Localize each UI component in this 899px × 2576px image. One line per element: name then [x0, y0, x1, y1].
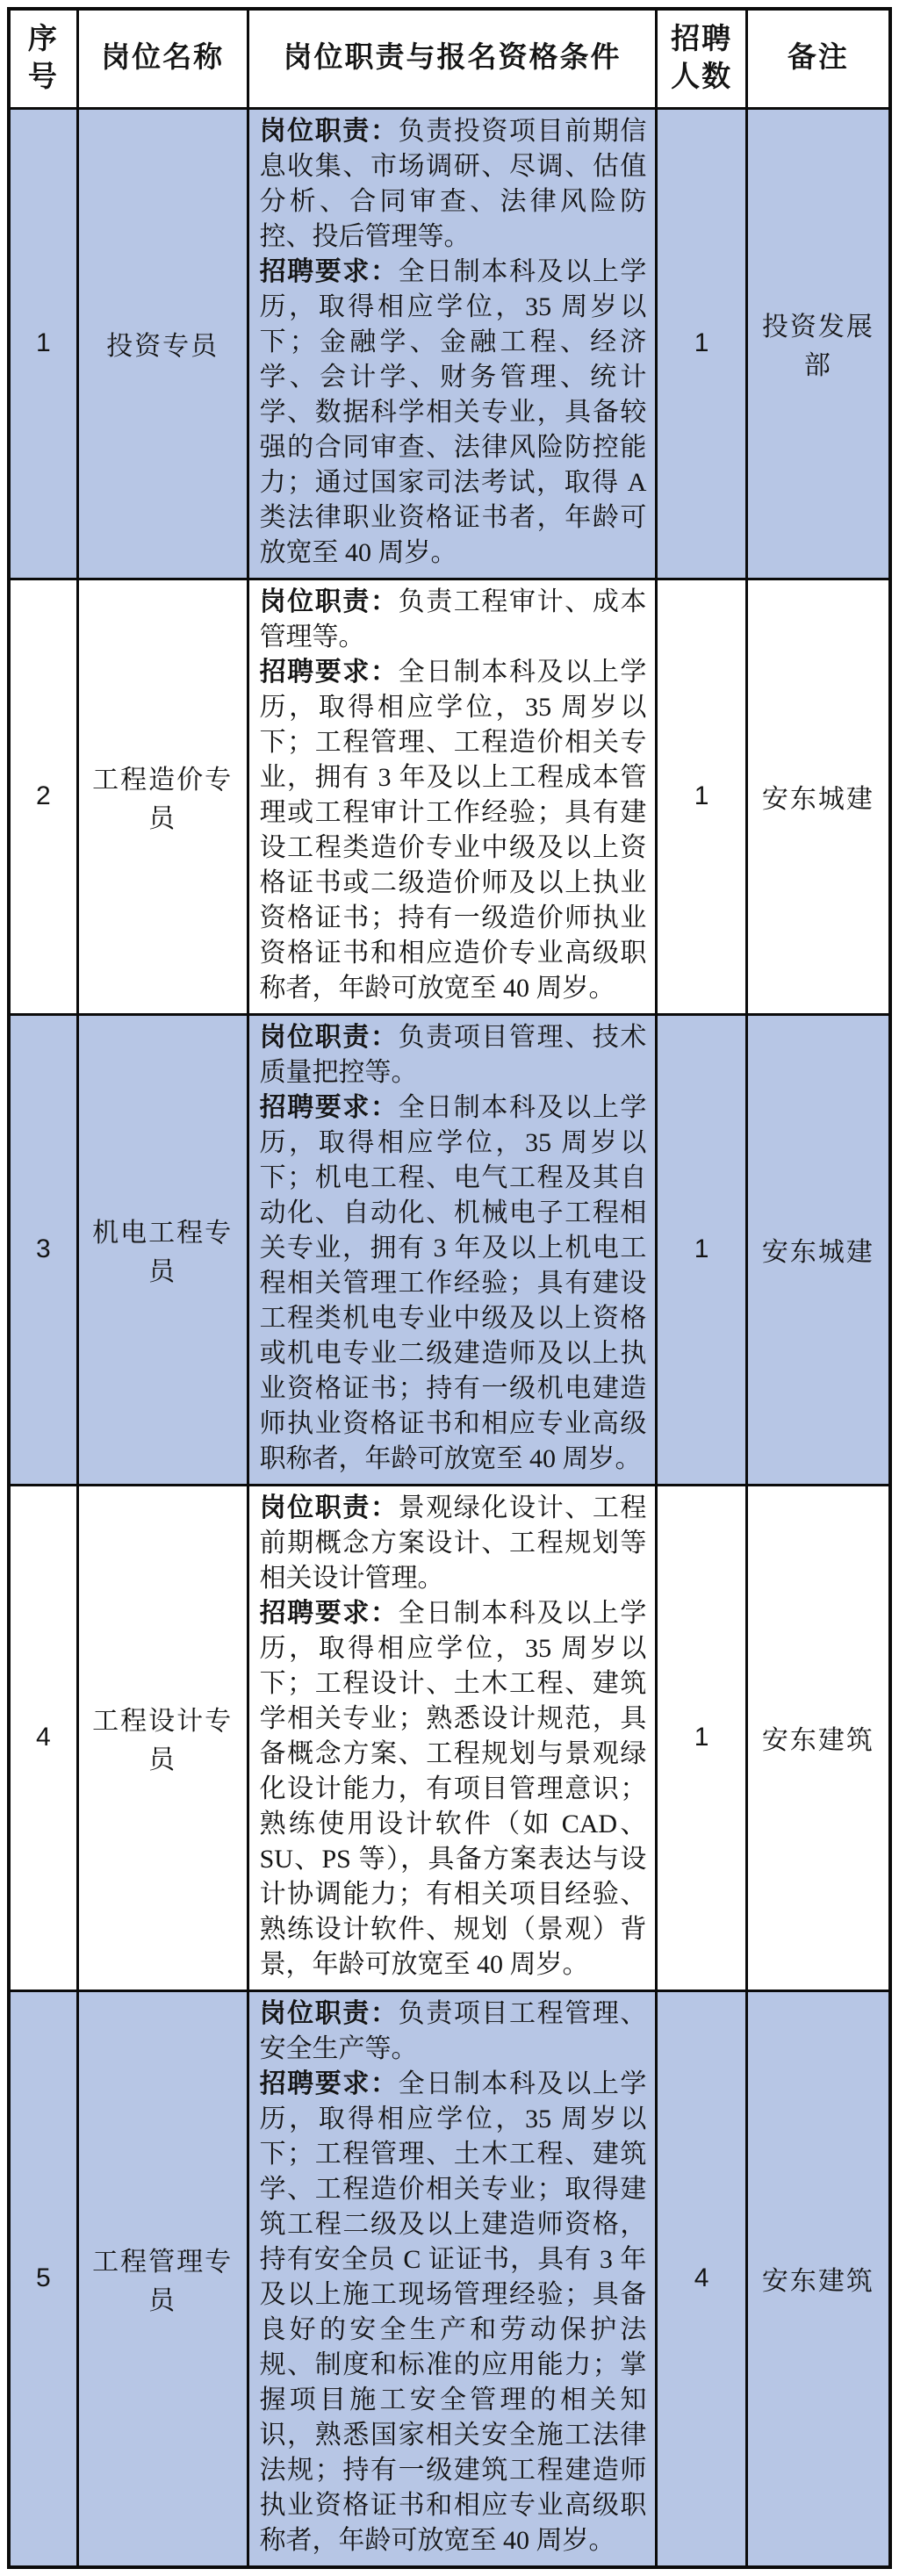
table-row-5: [9, 1990, 890, 2567]
cell-position: 投资专员: [77, 108, 248, 579]
duty-text: 负责投资项目前期信息收集、市场调研、尽调、估值分析、合同审查、法律风险防控、投后管理等。: [259, 116, 647, 251]
cell-seq: 3: [9, 1014, 77, 1485]
cell-count: 4: [657, 1990, 746, 2567]
requirement-label: 招聘要求：: [259, 256, 399, 286]
cell-note: 安东建筑: [746, 1485, 890, 1990]
header-description: 岗位职责与报名资格条件: [248, 9, 657, 108]
header-position: 岗位名称: [77, 9, 248, 108]
duty-text: 负责项目管理、技术质量把控等。: [259, 1022, 647, 1087]
cell-position: 工程管理专员: [77, 1990, 248, 2567]
requirement-label: 招聘要求：: [259, 1092, 399, 1122]
header-note: 备注: [746, 9, 890, 108]
duty-paragraph: [260, 1997, 647, 2067]
requirement-paragraph: [260, 255, 647, 571]
requirement-paragraph: [260, 1090, 647, 1477]
duty-paragraph: [260, 114, 647, 255]
cell-note: 投资发展部: [746, 108, 890, 579]
requirement-text: 全日制本科及以上学历，取得相应学位，35 周岁以下；机电工程、电气工程及其自动化、自动化、机械电子工程相关专业，拥有 3 年及以上机电工程相关管理工作经验；具有建设工程类机电专业中级及以上资格或机电专业二级建造师及以上执业资格证书；持有一级机电建造师执业资格证书和相应专业高级职称者，年龄可放宽至 40 周岁。: [259, 1092, 647, 1473]
cell-position: 机电工程专员: [77, 1014, 248, 1485]
table-header: [9, 9, 890, 108]
recruitment-table: [7, 7, 892, 2569]
table-row-2: [9, 579, 890, 1014]
cell-seq: 2: [9, 579, 77, 1014]
cell-description: [248, 1990, 657, 2567]
duty-text: 景观绿化设计、工程前期概念方案设计、工程规划等相关设计管理。: [259, 1493, 647, 1593]
duty-label: 岗位职责：: [259, 116, 399, 146]
duty-paragraph: [260, 585, 647, 655]
cell-position: 工程设计专员: [77, 1485, 248, 1990]
requirement-label: 招聘要求：: [259, 657, 399, 687]
requirement-text: 全日制本科及以上学历，取得相应学位，35 周岁以下；工程管理、土木工程、建筑学、工程造价相关专业；取得建筑工程二级及以上建造师资格，持有安全员 C 证证书，具有 3 年及以上施工现场管理经验；具备良好的安全生产和劳动保护法规、制度和标准的应用能力；掌握项目施工安全管理的相关知识，熟悉国家相关安全施工法律法规；持有一级建筑工程建造师执业资格证书和相应专业高级职称者，年龄可放宽至 40 周岁。: [259, 2069, 647, 2555]
cell-seq: 5: [9, 1990, 77, 2567]
cell-position: 工程造价专员: [77, 579, 248, 1014]
header-seq: 序号: [9, 9, 77, 108]
cell-seq: 4: [9, 1485, 77, 1990]
cell-description: [248, 1014, 657, 1485]
requirement-label: 招聘要求：: [259, 1598, 399, 1628]
table-row-1: [9, 108, 890, 579]
requirement-paragraph: [260, 2067, 647, 2558]
table-row-3: [9, 1014, 890, 1485]
cell-description: [248, 1485, 657, 1990]
cell-count: 1: [657, 579, 746, 1014]
header-row: [9, 9, 890, 108]
duty-label: 岗位职责：: [259, 1493, 399, 1522]
requirement-label: 招聘要求：: [259, 2069, 399, 2098]
requirement-text: 全日制本科及以上学历，取得相应学位，35 周岁以下；工程设计、土木工程、建筑学相关专业；熟悉设计规范，具备概念方案、工程规划与景观绿化设计能力，有项目管理意识；熟练使用设计软件（如 CAD、SU、PS 等），具备方案表达与设计协调能力；有相关项目经验、熟练设计软件、规划（景观）背景，年龄可放宽至 40 周岁。: [259, 1598, 647, 1979]
requirement-paragraph: [260, 1596, 647, 1982]
cell-seq: 1: [9, 108, 77, 579]
requirement-text: 全日制本科及以上学历，取得相应学位，35 周岁以下；工程管理、工程造价相关专业，拥有 3 年及以上工程成本管理或工程审计工作经验；具有建设工程类造价专业中级及以上资格证书或二级造价师及以上执业资格证书；持有一级造价师执业资格证书和相应造价专业高级职称者，年龄可放宽至 40 周岁。: [259, 657, 647, 1003]
table-row-4: [9, 1485, 890, 1990]
requirement-paragraph: [260, 655, 647, 1006]
cell-description: [248, 108, 657, 579]
header-count: 招聘人数: [657, 9, 746, 108]
cell-note: 安东建筑: [746, 1990, 890, 2567]
requirement-text: 全日制本科及以上学历，取得相应学位，35 周岁以下；金融学、金融工程、经济学、会计学、财务管理、统计学、数据科学相关专业，具备较强的合同审查、法律风险防控能力；通过国家司法考试，取得 A 类法律职业资格证书者，年龄可放宽至 40 周岁。: [259, 256, 647, 567]
duty-label: 岗位职责：: [259, 586, 399, 616]
cell-note: 安东城建: [746, 1014, 890, 1485]
duty-paragraph: [260, 1491, 647, 1596]
duty-label: 岗位职责：: [259, 1998, 399, 2028]
cell-note: 安东城建: [746, 579, 890, 1014]
duty-paragraph: [260, 1020, 647, 1090]
cell-count: 1: [657, 108, 746, 579]
duty-label: 岗位职责：: [259, 1022, 399, 1052]
duty-text: 负责工程审计、成本管理等。: [259, 586, 647, 651]
cell-count: 1: [657, 1014, 746, 1485]
cell-count: 1: [657, 1485, 746, 1990]
cell-description: [248, 579, 657, 1014]
duty-text: 负责项目工程管理、安全生产等。: [259, 1998, 647, 2063]
